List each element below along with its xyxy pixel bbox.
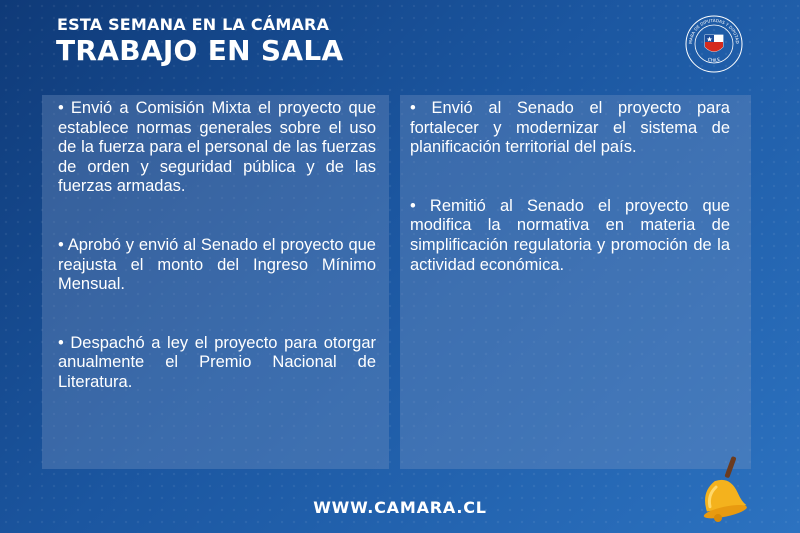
left-content-panel: [42, 95, 389, 469]
svg-text:CHILE: [707, 57, 721, 64]
bell-icon: [692, 452, 752, 524]
page-title: TRABAJO EN SALA: [56, 34, 344, 67]
news-item: • Envió al Senado el proyecto para fortalecer y modernizar el sistema de planificación territorial del país.: [410, 99, 730, 157]
news-item: • Envió a Comisión Mixta el proyecto que establece normas generales sobre el uso de la fuerza para el personal de las fuerzas de orden y seguridad pública y de las fuerzas armadas.: [58, 99, 376, 196]
news-item: • Despachó a ley el proyecto para otorgar anualmente el Premio Nacional de Literatura.: [58, 333, 376, 391]
footer-url-link[interactable]: WWW.CAMARA.CL: [313, 498, 487, 517]
chamber-seal-icon: [684, 14, 744, 74]
seal-ring-text-bottom: CHILE: [706, 57, 722, 64]
header-kicker: ESTA SEMANA EN LA CÁMARA: [57, 15, 330, 34]
news-item: • Aprobó y envió al Senado el proyecto que reajusta el monto del Ingreso Mínimo Mensual.: [58, 235, 376, 294]
news-item: • Remitió al Senado el proyecto que modifica la normativa en materia de simplificación regulatoria y promoción de la actividad económica.: [410, 196, 730, 274]
right-content-panel: [400, 95, 751, 469]
seal-ring-text-top: MARA DE DIPUTADAS Y DIPUTAD: [687, 17, 741, 45]
